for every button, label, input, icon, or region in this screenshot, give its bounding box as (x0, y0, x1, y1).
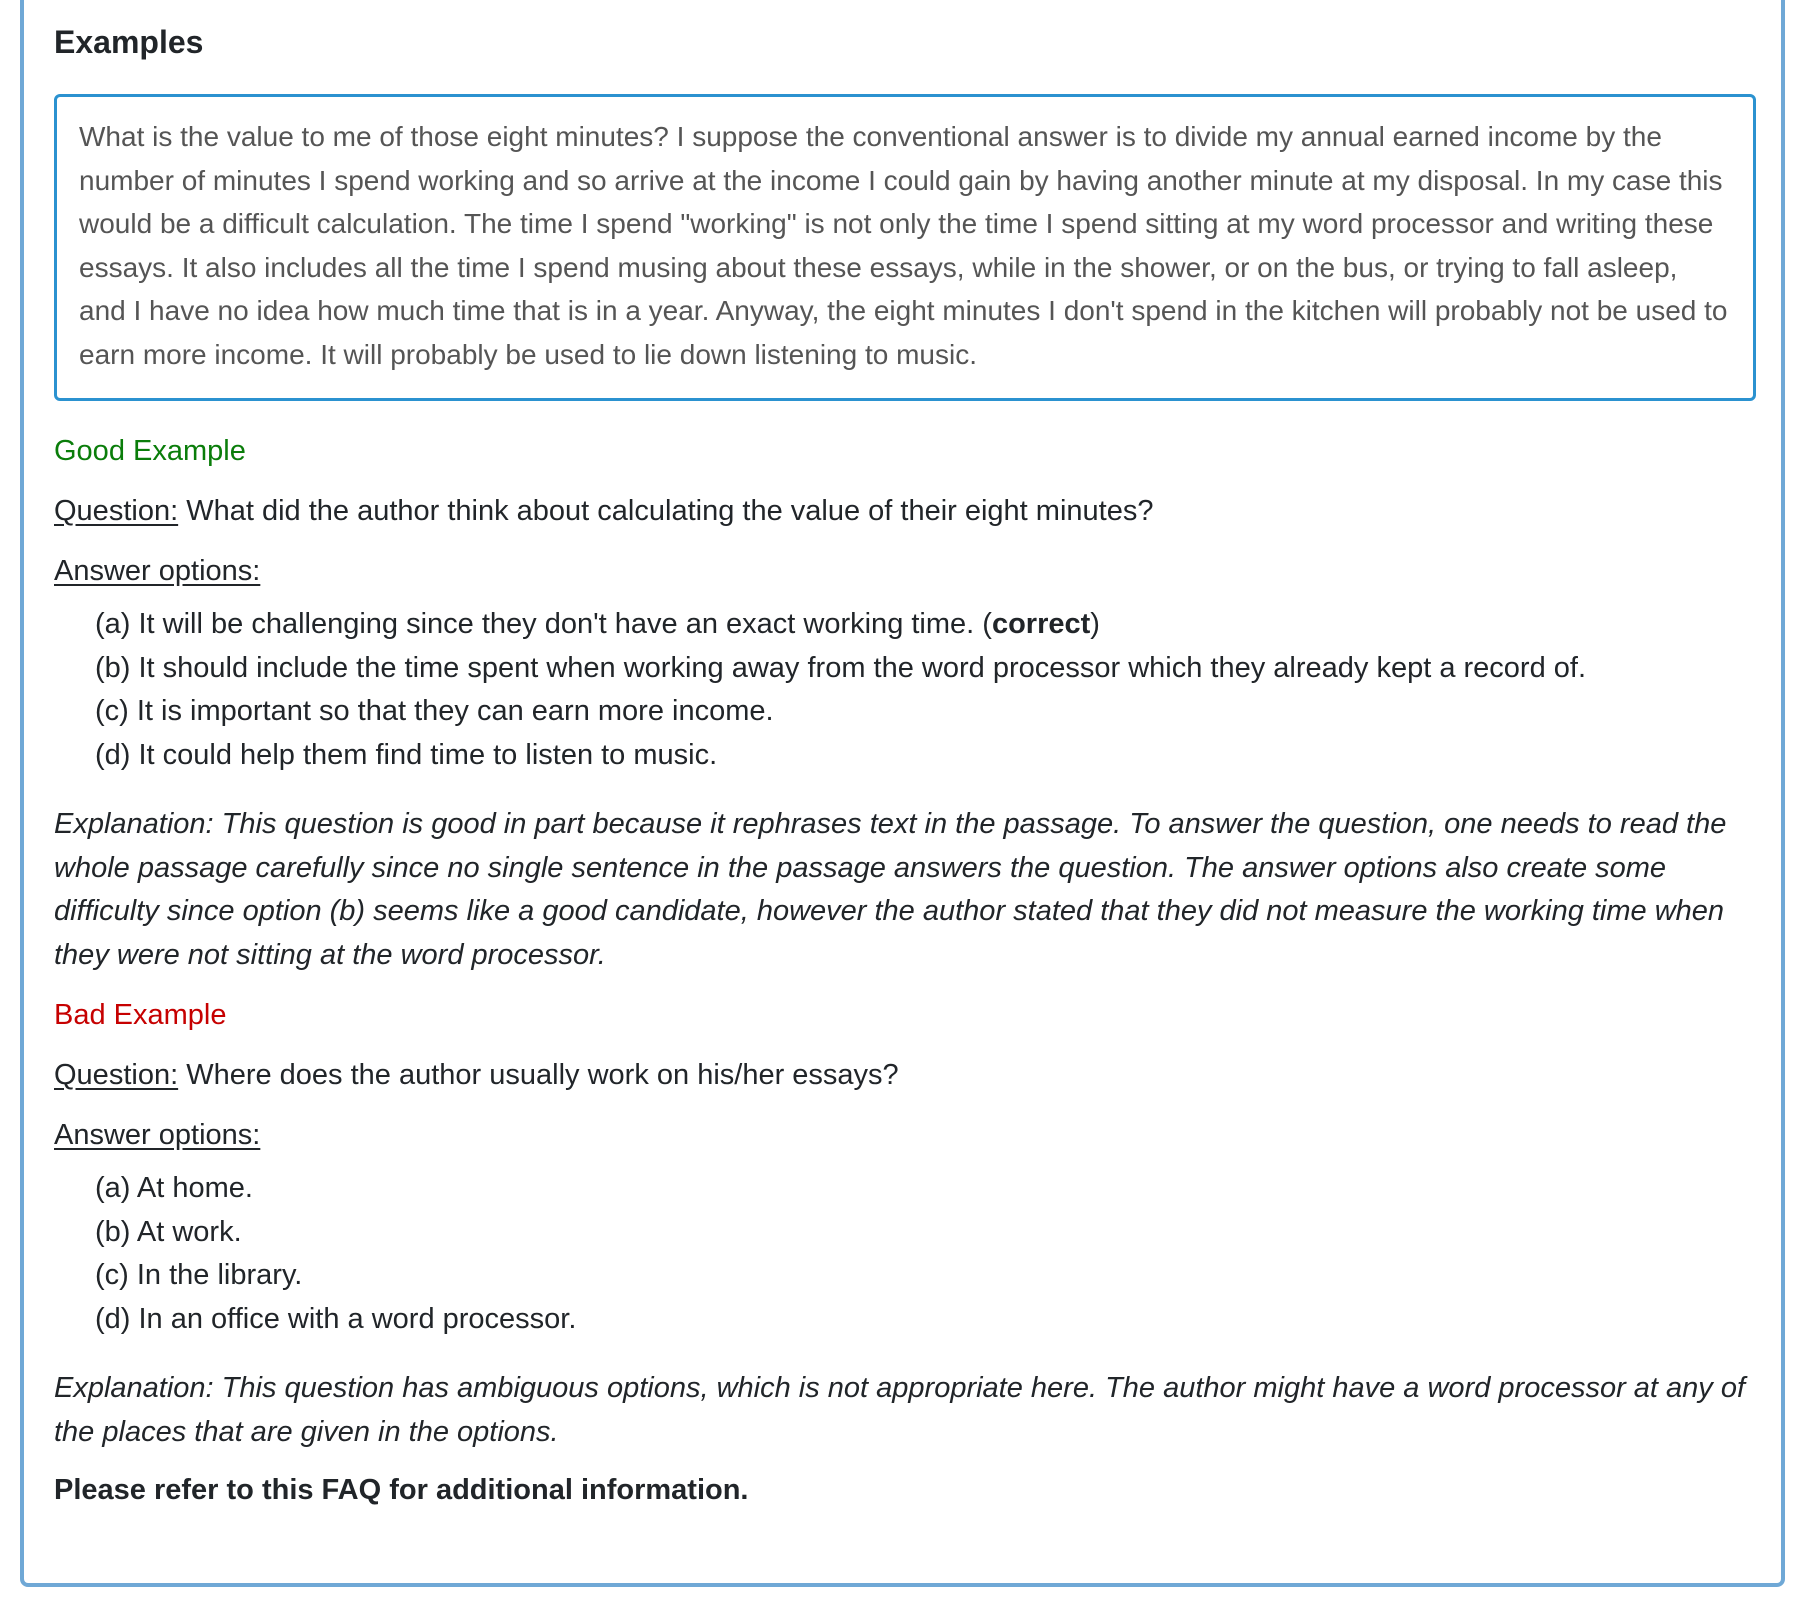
good-question-label: Question: (54, 495, 179, 527)
bad-option-c: (c) In the library. (95, 1259, 303, 1291)
bad-option-d: (d) In an office with a word processor. (95, 1302, 577, 1335)
good-options-list (54, 603, 1760, 777)
good-answer-options-heading (54, 551, 1760, 591)
examples-content (54, 20, 1760, 1510)
good-option-a-suffix: ) (1090, 608, 1100, 640)
good-option-a-text: (a) It will be challenging since they don't have an exact working time. ( (95, 608, 992, 640)
good-answer-options-label: Answer options: (54, 555, 261, 587)
good-explanation: Explanation: This question is good in part because it rephrases text in the passage. To answer the question, one needs to read the whole passage carefully since no single sentence in the passage answers the question. The answer options also create some difficulty since option (b) seems like a good candidate, however the author stated that they did not measure the working time when they were not sitting at the word processor. (54, 808, 1727, 971)
bad-answer-options-heading (54, 1115, 1760, 1155)
bad-question (54, 1055, 1760, 1095)
faq-note: Please refer to this FAQ for additional information. (54, 1474, 749, 1506)
bad-question-label: Question: (54, 1059, 179, 1091)
good-option-d: (d) It could help them find time to listen to music. (95, 738, 718, 771)
good-option-c: (c) It is important so that they can earn more income. (95, 695, 774, 727)
examples-heading: Examples (54, 24, 204, 60)
bad-option-b: (b) At work. (95, 1215, 242, 1248)
bad-option-a: (a) At home. (95, 1172, 253, 1204)
bad-answer-options-label: Answer options: (54, 1119, 261, 1151)
bad-example-label: Bad Example (54, 999, 227, 1031)
passage-box: What is the value to me of those eight minutes? I suppose the conventional answer is to divide my annual earned income by the number of minutes I spend working and so arrive at the income I could gain by having another minute at my disposal. In my case this would be a difficult calculation. The time I spend "working" is not only the time I spend sitting at my word processor and writing these essays. It also includes all the time I spend musing about these essays, while in the shower, or on the bus, or trying to fall asleep, and I have no idea how much time that is in a year. Anyway, the eight minutes I don't spend in the kitchen will probably not be used to earn more income. It will probably be used to lie down listening to music. (54, 94, 1756, 401)
good-question-text: What did the author think about calculating the value of their eight minutes? (186, 495, 1154, 527)
correct-marker: correct (991, 608, 1091, 640)
good-question (54, 491, 1760, 531)
bad-explanation: Explanation: This question has ambiguous options, which is not appropriate here. The author might have a word processor at any of the places that are given in the options. (54, 1372, 1746, 1448)
good-example-label: Good Example (54, 435, 246, 467)
bad-options-list (54, 1167, 1760, 1341)
bad-question-text: Where does the author usually work on his/her essays? (186, 1059, 899, 1091)
good-option-a (95, 603, 1760, 647)
good-option-b: (b) It should include the time spent when working away from the word processor which they already kept a record of. (95, 651, 1587, 684)
